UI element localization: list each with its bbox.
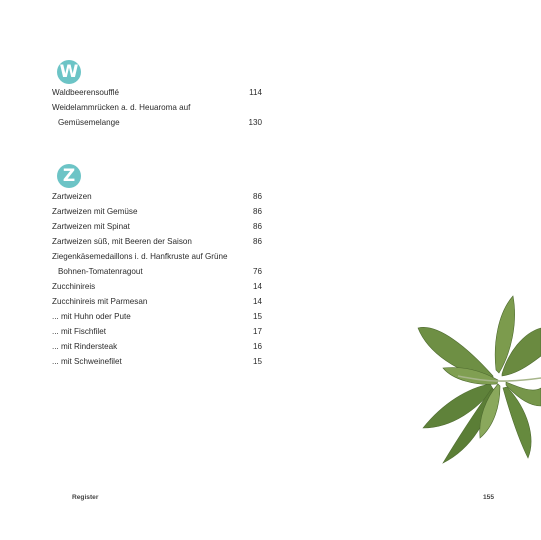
index-entry-label: Zucchinireis mit Parmesan [52, 297, 148, 306]
index-entry [52, 309, 262, 324]
index-entry [52, 279, 262, 294]
footer-page-number: 155 [483, 494, 495, 501]
index-entry-label: Ziegenkäsemedaillons i. d. Hanfkruste auf Grüne [52, 252, 228, 261]
index-entry-page: 114 [249, 88, 262, 97]
index-entry [52, 85, 262, 100]
index-entry-label: Zucchinireis [52, 282, 96, 291]
index-entry [52, 264, 262, 279]
index-entry-page: 86 [252, 207, 262, 216]
index-entry-page: 130 [248, 118, 262, 127]
index-entry [52, 234, 262, 249]
index-entry-page: 14 [252, 282, 262, 291]
index-section-z [52, 189, 262, 369]
index-entry [52, 324, 262, 339]
index-entry-page: 86 [252, 222, 262, 231]
index-entry-label: Weidelammrücken a. d. Heuaroma auf [52, 103, 191, 112]
section-letter-w: W [57, 60, 81, 84]
index-entry-label: ... mit Schweinefilet [52, 357, 122, 366]
index-entry [52, 249, 262, 264]
footer-register-label: Register [72, 494, 99, 501]
index-entry-label: ... mit Rindersteak [52, 342, 118, 351]
index-entry-label: Zartweizen [52, 192, 92, 201]
index-entry-page: 15 [252, 312, 262, 321]
index-entry-label: ... mit Huhn oder Pute [52, 312, 131, 321]
index-entry [52, 115, 262, 130]
index-entry-page: 17 [252, 327, 262, 336]
index-entry-page: 16 [252, 342, 262, 351]
index-entry [52, 219, 262, 234]
index-entry-page: 14 [252, 297, 262, 306]
index-entry-label: Zartweizen süß, mit Beeren der Saison [52, 237, 192, 246]
index-entry [52, 354, 262, 369]
index-entry [52, 339, 262, 354]
index-entry-page: 86 [252, 192, 262, 201]
index-entry-label: Zartweizen mit Spinat [52, 222, 130, 231]
index-entry-label: Gemüsemelange [58, 118, 120, 127]
index-entry [52, 189, 262, 204]
index-entry-page: 15 [252, 357, 262, 366]
index-entry-label: Zartweizen mit Gemüse [52, 207, 138, 216]
index-entry-label: Waldbeerensoufflé [52, 88, 120, 97]
index-entry [52, 100, 262, 115]
index-entry-label: ... mit Fischfilet [52, 327, 106, 336]
index-entry-page: 76 [252, 267, 262, 276]
section-letter-z: Z [57, 164, 81, 188]
index-entry-page: 86 [252, 237, 262, 246]
index-entry [52, 204, 262, 219]
index-section-w [52, 85, 262, 130]
sage-herb-image [398, 288, 541, 473]
index-entry [52, 294, 262, 309]
index-entry-label: Bohnen-Tomatenragout [58, 267, 143, 276]
